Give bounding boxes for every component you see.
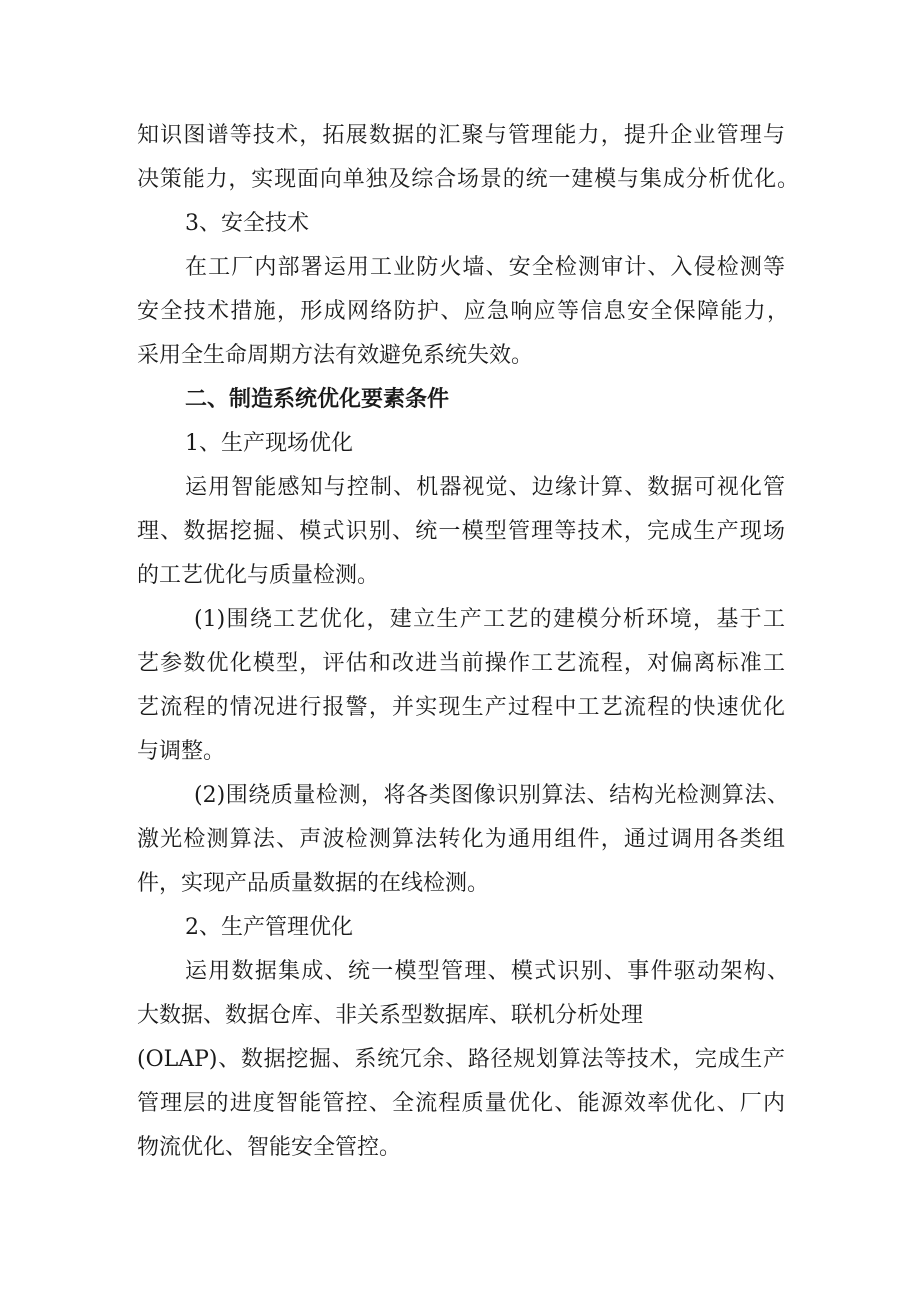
section-heading-production-site: 1、生产现场优化 bbox=[185, 431, 353, 456]
section-heading-production-management: 2、生产管理优化 bbox=[185, 915, 353, 940]
section-heading-security-tech: 3、安全技术 bbox=[185, 211, 309, 236]
text-line: 与调整。 bbox=[137, 739, 226, 764]
text-line: 件，实现产品质量数据的在线检测。 bbox=[137, 871, 490, 896]
text-line: 的工艺优化与质量检测。 bbox=[137, 563, 380, 588]
text-line: 在工厂内部署运用工业防火墙、安全检测审计、入侵检测等 bbox=[185, 255, 785, 280]
text-line: 艺参数优化模型，评估和改进当前操作工艺流程，对偏离标准工 bbox=[137, 651, 785, 676]
text-line: (2)围绕质量检测，将各类图像识别算法、结构光检测算法、 bbox=[194, 783, 789, 808]
text-line: 决策能力，实现面向单独及综合场景的统一建模与集成分析优化。 bbox=[137, 167, 799, 192]
text-line: 运用智能感知与控制、机器视觉、边缘计算、数据可视化管 bbox=[185, 475, 785, 500]
text-line: 物流优化、智能安全管控。 bbox=[137, 1135, 402, 1160]
text-line: 运用数据集成、统一模型管理、模式识别、事件驱动架构、 bbox=[185, 959, 789, 984]
chapter-heading: 二、制造系统优化要素条件 bbox=[185, 387, 450, 412]
text-line: (1)围绕工艺优化，建立生产工艺的建模分析环境，基于工 bbox=[194, 607, 785, 632]
text-line: 艺流程的情况进行报警，并实现生产过程中工艺流程的快速优化 bbox=[137, 695, 785, 720]
text-line: 采用全生命周期方法有效避免系统失效。 bbox=[137, 343, 534, 368]
text-line: (OLAP)、数据挖掘、系统冗余、路径规划算法等技术，完成生产 bbox=[137, 1047, 785, 1072]
text-line: 知识图谱等技术，拓展数据的汇聚与管理能力，提升企业管理与 bbox=[137, 123, 785, 148]
text-line: 理、数据挖掘、模式识别、统一模型管理等技术，完成生产现场 bbox=[137, 519, 785, 544]
text-line: 安全技术措施，形成网络防护、应急响应等信息安全保障能力， bbox=[137, 299, 789, 324]
text-line: 管理层的进度智能管控、全流程质量优化、能源效率优化、厂内 bbox=[137, 1091, 785, 1116]
text-line: 大数据、数据仓库、非关系型数据库、联机分析处理 bbox=[137, 1003, 644, 1028]
text-line: 激光检测算法、声波检测算法转化为通用组件，通过调用各类组 bbox=[137, 827, 785, 852]
